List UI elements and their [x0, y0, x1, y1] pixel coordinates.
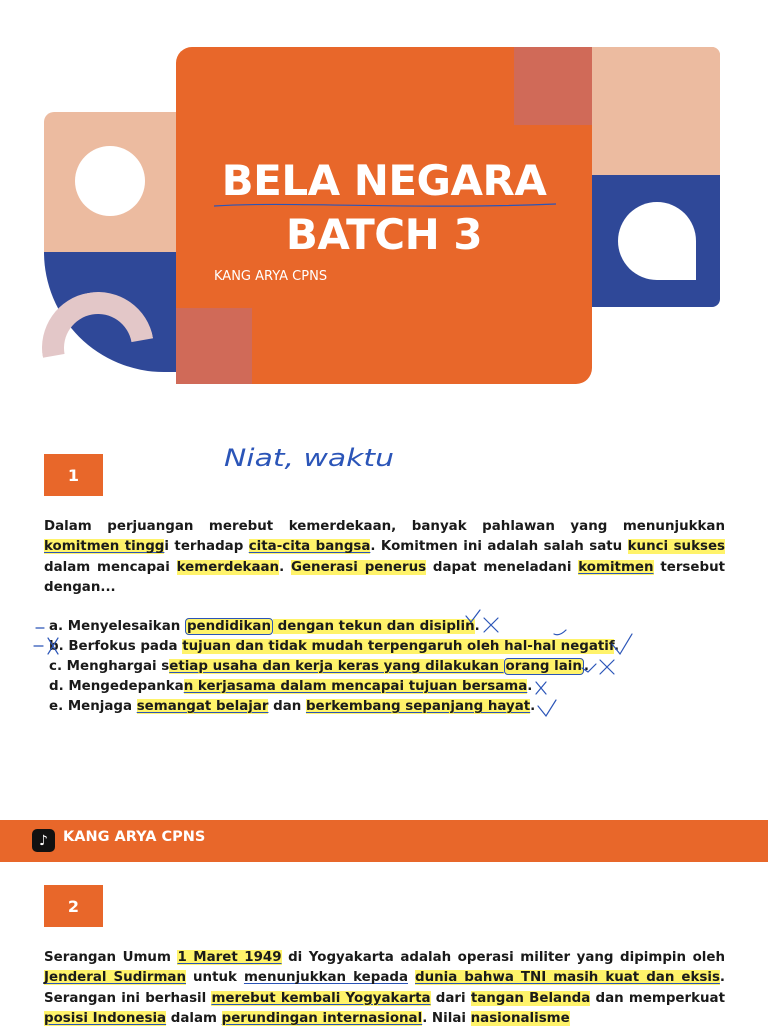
option-d-highlight: n kerjasama dalam mencapai tujuan bersama [183, 679, 528, 694]
option-a-highlight: dengan tekun dan disiplin [272, 619, 475, 634]
option-e-highlight: berkembang sepanjang hayat [305, 699, 531, 714]
option-d-text: d. Mengedepanka [49, 679, 184, 694]
option-c-highlight: etiap usaha dan kerja keras yang dilakukan [169, 659, 504, 674]
q2-text: Serangan Umum [44, 950, 178, 965]
q1-text: i terhadap [164, 539, 249, 555]
peach-quarter-right [590, 47, 720, 175]
q2-text: . Serangan ini berhasil [44, 970, 726, 1006]
q1-highlight: komitmen [578, 559, 654, 575]
salmon-square-bottom [176, 308, 252, 384]
option-e-highlight: semangat belajar [136, 699, 269, 714]
option-a-highlight: pendidikan [186, 619, 271, 634]
question-number-1: 1 [44, 454, 103, 496]
question1-stem [44, 517, 725, 599]
handwritten-note [222, 440, 402, 478]
option-c-text: c. Menghargai s [49, 659, 170, 674]
q1-text: dapat meneladani [426, 559, 579, 575]
q2-text: dan memperkuat [590, 990, 725, 1006]
q2-highlight: perundingan internasional [221, 1011, 423, 1027]
q1-highlight: komitmen tingg [44, 539, 165, 555]
option-c[interactable] [49, 657, 689, 677]
question-number-2: 2 [44, 885, 103, 927]
q1-text: dalam mencapai [44, 559, 177, 575]
q1-text: Dalam perjuangan merebut kemerdekaan, banyak pahlawan yang menunjukkan [44, 519, 725, 534]
question1-options [49, 617, 689, 717]
q1-highlight: kunci sukses [627, 539, 725, 555]
option-b-highlight: tujuan dan tidak mudah terpengaruh oleh hal-hal negatif [182, 639, 614, 654]
option-d-text: . [527, 679, 533, 694]
option-e-text: e. Menjaga [49, 699, 137, 714]
q1-text: tersebut dengan... [44, 559, 725, 596]
option-c-highlight: orang lain [505, 659, 582, 674]
option-a-text: . [474, 619, 480, 634]
question2-stem [44, 948, 725, 1030]
option-b-text: . [613, 639, 620, 654]
q1-highlight: cita-cita bangsa [248, 539, 371, 555]
q2-text: . Nilai [422, 1011, 471, 1027]
q1-text: . Komitmen ini adalah salah satu [370, 539, 628, 555]
q2-text: di Yogyakarta adalah operasi militer yang dipimpin oleh [281, 950, 725, 965]
q2-underline: menunjukkan kepada [243, 970, 408, 986]
option-e-text: dan [268, 699, 306, 714]
white-drop-shape [618, 202, 696, 280]
q2-text [408, 970, 415, 985]
q2-highlight: merebut kembali Yogyakarta [211, 990, 431, 1006]
option-e[interactable] [49, 697, 689, 717]
option-e-text: . [530, 699, 536, 714]
q1-highlight: Generasi penerus [290, 559, 427, 575]
option-b-text: b. Berfokus pada [49, 639, 183, 654]
q2-highlight: 1 Maret 1949 [177, 950, 282, 965]
option-a[interactable] [49, 617, 689, 637]
white-circle-left [75, 146, 145, 216]
q1-text: . [279, 559, 291, 575]
option-d[interactable] [49, 677, 689, 697]
q2-text: dalam [166, 1011, 222, 1027]
option-a-text: a. Menyelesaikan [49, 619, 185, 634]
handwritten-note-text: Niat, waktu [224, 444, 394, 472]
q2-highlight: nasionalisme [470, 1011, 570, 1027]
brand-bar-label: KANG ARYA CPNS [63, 829, 206, 845]
cover-title-line2: BATCH 3 [285, 210, 483, 259]
q2-highlight: dunia bahwa TNI masih kuat dan eksis [415, 970, 720, 986]
salmon-square-top [514, 47, 592, 125]
tiktok-icon: ♪ [32, 829, 55, 852]
q2-highlight: posisi Indonesia [44, 1011, 167, 1027]
q2-highlight: tangan Belanda [470, 990, 591, 1006]
q2-text: dari [430, 990, 471, 1006]
cover-title-line1: BELA NEGARA [221, 156, 547, 205]
cover-subtitle: KANG ARYA CPNS [214, 269, 328, 284]
option-b[interactable] [49, 637, 689, 657]
cover-banner [0, 0, 768, 400]
option-c-text: . [583, 659, 589, 674]
q1-highlight: kemerdekaan [176, 559, 280, 575]
q2-text: untuk [186, 970, 244, 986]
q2-highlight: Jenderal Sudirman [44, 970, 186, 986]
